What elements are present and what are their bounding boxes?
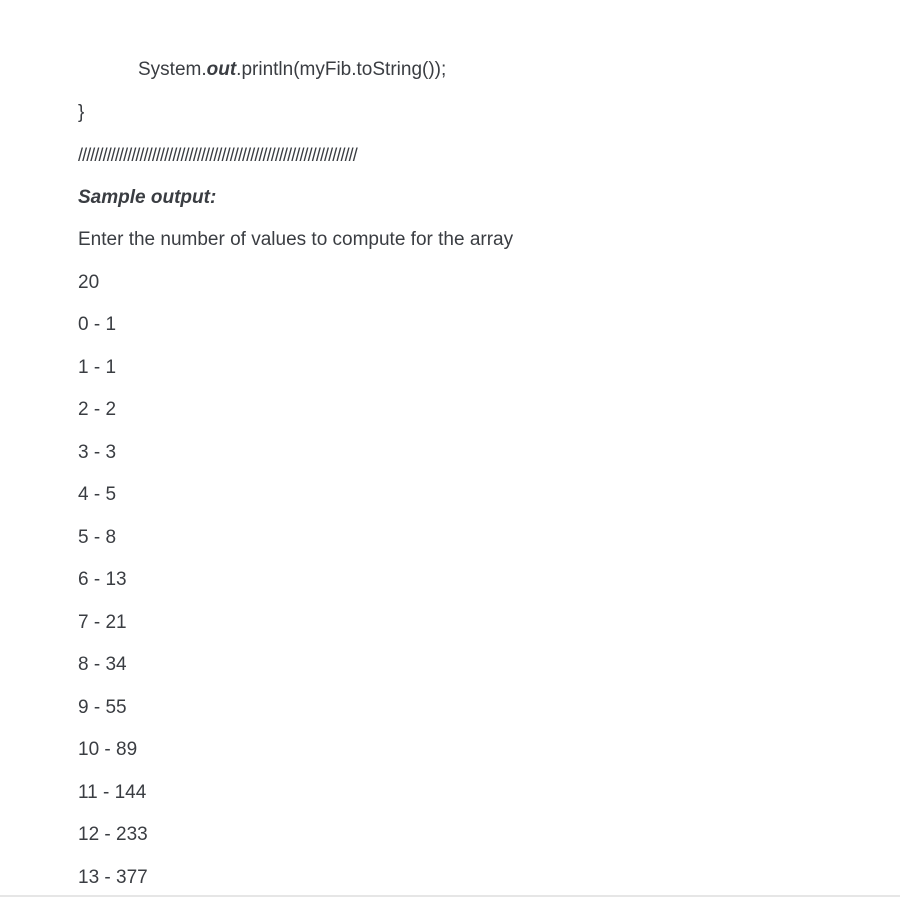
sample-output-heading: Sample output: bbox=[78, 187, 217, 208]
result-line: 12 - 233 bbox=[78, 824, 148, 845]
result-line: 8 - 34 bbox=[78, 654, 127, 675]
result-line: 13 - 377 bbox=[78, 867, 148, 888]
result-line: 6 - 13 bbox=[78, 569, 127, 590]
code-println-suffix: .println(myFib.toString()); bbox=[236, 59, 447, 80]
separator-line: //////////////////////////////////////////////////////////////////// bbox=[78, 145, 357, 165]
result-line: 9 - 55 bbox=[78, 697, 127, 718]
result-line: 3 - 3 bbox=[78, 442, 117, 463]
result-line: 2 - 2 bbox=[78, 399, 117, 420]
result-line: 1 - 1 bbox=[78, 357, 117, 378]
code-out-keyword: out bbox=[206, 59, 237, 80]
result-line: 5 - 8 bbox=[78, 527, 117, 548]
code-println-line bbox=[138, 58, 446, 82]
result-line: 11 - 144 bbox=[78, 782, 147, 803]
result-line: 10 - 89 bbox=[78, 739, 138, 760]
result-line: 7 - 21 bbox=[78, 612, 127, 633]
code-println-prefix: System. bbox=[138, 59, 207, 80]
result-line: 4 - 5 bbox=[78, 484, 117, 505]
prompt-text: Enter the number of values to compute for the array bbox=[78, 229, 514, 250]
code-closing-brace: } bbox=[78, 102, 85, 123]
input-value: 20 bbox=[78, 272, 100, 293]
result-line: 0 - 1 bbox=[78, 314, 117, 335]
